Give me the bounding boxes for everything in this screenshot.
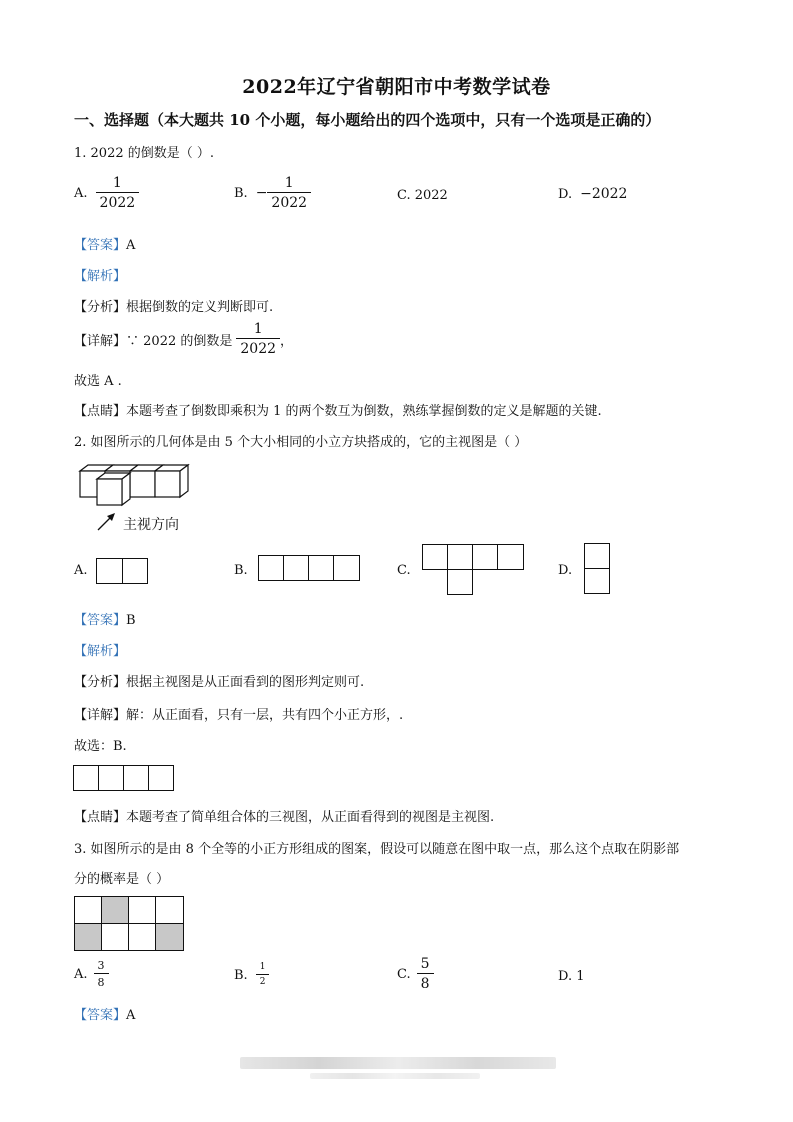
q2-fenxi: [74, 671, 364, 690]
square: [472, 544, 498, 570]
q1-answer: [74, 234, 135, 253]
q2-dianjing-text: 本题考查了简单组合体的三视图，从正面看得到的视图是主视图.: [126, 810, 495, 825]
q3-answer-value: A: [126, 1008, 136, 1023]
q1-option-d-label: D.: [558, 186, 573, 202]
q2-option-c-figure: [422, 544, 525, 596]
q3-option-a-fraction: [94, 960, 109, 988]
q3-option-a-numerator: 3: [97, 959, 105, 972]
square: [447, 569, 473, 595]
q1-option-a-numerator: 1: [112, 175, 122, 191]
q2-option-c-label: C.: [397, 563, 411, 578]
square: [73, 765, 99, 791]
q1-xiangjie-post: ，: [280, 333, 294, 349]
q1-fenxi: [74, 296, 273, 315]
q1-xiangjie-fraction: [236, 322, 280, 356]
q2-option-a-label: A.: [74, 563, 88, 578]
q2-answer-tag: 【答案】: [74, 613, 127, 628]
q1-option-a-denominator: 2022: [96, 192, 140, 210]
square: [584, 568, 610, 594]
square: [308, 555, 334, 581]
q3-option-c-numerator: 5: [420, 956, 430, 972]
q1-option-b-numerator: 1: [284, 175, 294, 191]
q3-option-c-fraction: [417, 957, 434, 991]
q3-stem-line1: 3. 如图所示的是由 8 个全等的小正方形组成的图案，假设可以随意在图中取一点，那么这个点取在阴影部: [74, 842, 680, 857]
q2-dianjing: [74, 806, 494, 825]
grid-cell-shaded: [74, 923, 102, 951]
q1-option-c: C. 2022: [397, 188, 448, 203]
q2-xiangjie: [74, 704, 403, 723]
q1-answer-value: A: [126, 238, 136, 253]
grid-cell: [155, 896, 184, 924]
q3-option-a-label: A.: [74, 966, 88, 982]
q3-option-c-label: C.: [397, 966, 411, 982]
q1-option-a-fraction: [96, 176, 140, 210]
q1-xiangjie: [74, 322, 293, 356]
q1-option-b: [234, 176, 311, 210]
q3-option-b-numerator: 1: [259, 962, 266, 972]
grid-cell: [101, 923, 129, 951]
square: [283, 555, 309, 581]
q2-option-d-label: D.: [558, 563, 573, 578]
q2-fenxi-tag: 【分析】: [74, 675, 127, 690]
page-title: 2022年辽宁省朝阳市中考数学试卷: [242, 76, 551, 98]
q2-fenxi-text: 根据主视图是从正面看到的图形判定则可.: [126, 675, 365, 690]
q3-stem-line2: 分的概率是（ ）: [74, 872, 170, 887]
grid-cell-shaded: [101, 896, 129, 924]
q3-option-a-denominator: 8: [94, 973, 109, 988]
square: [497, 544, 524, 570]
q3-answer-tag: 【答案】: [74, 1008, 127, 1023]
square: [333, 555, 360, 581]
q1-fenxi-text: 根据倒数的定义判断即可.: [126, 300, 274, 315]
grid-cell: [74, 896, 102, 924]
q3-option-b-denominator: 2: [256, 974, 270, 987]
q1-xiangjie-tag: 【详解】: [74, 333, 127, 349]
q3-answer: [74, 1004, 135, 1023]
q2-option-a-figure: [96, 558, 148, 584]
square: [96, 558, 123, 584]
square: [98, 765, 124, 791]
q1-dianjing-tag: 【点睛】: [74, 404, 127, 419]
blurred-footer-watermark: [240, 1057, 556, 1069]
q3-option-b-fraction: [256, 963, 270, 987]
q1-fenxi-tag: 【分析】: [74, 300, 127, 315]
q2-xiangjie-text: 解：从正面看，只有一层，共有四个小正方形，.: [126, 708, 404, 723]
blurred-footer-watermark-secondary: [310, 1073, 480, 1079]
q1-dianjing-text: 本题考查了倒数即乘积为 1 的两个数互为倒数，熟练掌握倒数的定义是解题的关键.: [126, 404, 602, 419]
q1-option-b-sign: −: [255, 185, 268, 201]
q1-conclusion: 故选 A .: [74, 374, 122, 389]
q2-answer: [74, 609, 136, 628]
q1-option-d-value: −2022: [580, 186, 628, 202]
q2-option-b-label: B.: [234, 563, 248, 578]
square: [422, 544, 448, 570]
q2-dianjing-tag: 【点睛】: [74, 810, 127, 825]
q1-answer-tag: 【答案】: [74, 238, 127, 253]
q3-option-b-label: B.: [234, 967, 248, 983]
q1-xiangjie-pre: ∵ 2022 的倒数是: [126, 333, 233, 349]
square: [584, 543, 610, 569]
q1-dianjing: [74, 400, 602, 419]
q1-xiangjie-denominator: 2022: [236, 338, 280, 356]
q2-view-direction-label: 主视方向: [123, 517, 179, 533]
q1-option-b-fraction: [267, 176, 311, 210]
q1-stem: 1. 2022 的倒数是（ ）.: [74, 146, 215, 161]
q2-conclusion: 故选：B.: [74, 739, 127, 754]
q1-xiangjie-numerator: 1: [253, 321, 263, 337]
q2-answer-figure: [73, 765, 174, 791]
q2-stem: 2. 如图所示的几何体是由 5 个大小相同的小立方块搭成的，它的主视图是（ ）: [74, 435, 528, 450]
square: [447, 544, 473, 570]
q1-option-a-label: A.: [74, 185, 88, 201]
square: [148, 765, 174, 791]
q1-analysis-tag: 【解析】: [74, 269, 127, 284]
square: [123, 765, 149, 791]
q1-option-b-label: B.: [234, 185, 248, 201]
q3-option-c: [397, 957, 434, 991]
q2-analysis-tag: 【解析】: [74, 644, 127, 659]
q2-answer-value: B: [126, 613, 136, 628]
q2-xiangjie-tag: 【详解】: [74, 708, 127, 723]
q3-option-b: [234, 963, 269, 987]
square: [122, 558, 148, 584]
q1-option-a: [74, 176, 139, 210]
square: [258, 555, 284, 581]
q2-option-d-figure: [584, 543, 610, 595]
q3-grid-figure: [74, 896, 186, 951]
section-heading: 一、选择题（本大题共 10 个小题，每小题给出的四个选项中，只有一个选项是正确的）: [74, 111, 661, 129]
q1-option-d: [558, 186, 627, 202]
grid-cell-shaded: [155, 923, 184, 951]
q2-option-b-figure: [258, 555, 360, 581]
grid-cell: [128, 923, 156, 951]
q1-option-b-denominator: 2022: [267, 192, 311, 210]
q3-option-d: D. 1: [558, 969, 585, 984]
q3-option-c-denominator: 8: [417, 973, 434, 991]
grid-cell: [128, 896, 156, 924]
q3-option-a: [74, 960, 109, 988]
